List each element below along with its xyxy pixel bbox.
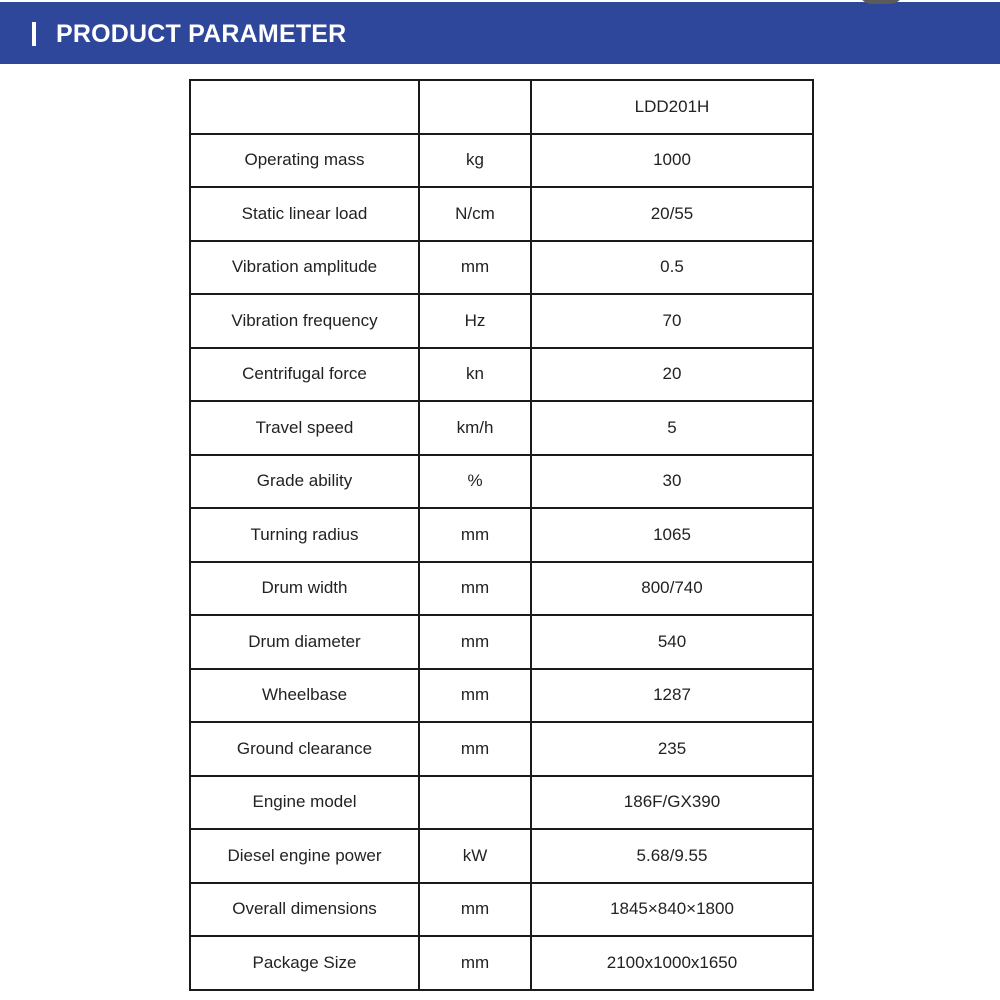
- page-title: PRODUCT PARAMETER: [56, 20, 347, 48]
- parameter-unit-cell: Hz: [419, 294, 531, 348]
- parameter-name-cell: Wheelbase: [190, 669, 419, 723]
- table-row: [190, 134, 813, 188]
- parameter-value-cell: 70: [531, 294, 813, 348]
- parameter-value-cell: 0.5: [531, 241, 813, 295]
- parameter-name-cell: Operating mass: [190, 134, 419, 188]
- parameter-unit-cell: %: [419, 455, 531, 509]
- parameter-value-cell: 540: [531, 615, 813, 669]
- parameter-name-cell: Travel speed: [190, 401, 419, 455]
- parameter-unit-cell: mm: [419, 883, 531, 937]
- parameter-table: [189, 79, 814, 991]
- parameter-value-cell: 800/740: [531, 562, 813, 616]
- parameter-name-cell: Engine model: [190, 776, 419, 830]
- table-row: [190, 241, 813, 295]
- table-row: [190, 348, 813, 402]
- parameter-name-cell: Grade ability: [190, 455, 419, 509]
- parameter-value-cell: 1845×840×1800: [531, 883, 813, 937]
- parameter-name-cell: Overall dimensions: [190, 883, 419, 937]
- parameter-unit-cell: mm: [419, 508, 531, 562]
- table-row: [190, 669, 813, 723]
- parameter-name-cell: Static linear load: [190, 187, 419, 241]
- table-row: [190, 508, 813, 562]
- parameter-unit-cell: mm: [419, 241, 531, 295]
- parameter-unit-cell: kW: [419, 829, 531, 883]
- table-row: [190, 401, 813, 455]
- parameter-name-cell: Ground clearance: [190, 722, 419, 776]
- parameter-unit-cell: mm: [419, 936, 531, 990]
- table-header-row: [190, 80, 813, 134]
- parameter-unit-cell: mm: [419, 562, 531, 616]
- parameter-value-cell: 186F/GX390: [531, 776, 813, 830]
- parameter-value-cell: 5.68/9.55: [531, 829, 813, 883]
- parameter-value-cell: 235: [531, 722, 813, 776]
- parameter-unit-cell: [419, 776, 531, 830]
- table-row: [190, 829, 813, 883]
- title-accent-bar: [32, 22, 36, 46]
- parameter-value-cell: 1065: [531, 508, 813, 562]
- parameter-unit-cell: mm: [419, 669, 531, 723]
- parameter-name-cell: Turning radius: [190, 508, 419, 562]
- parameter-value-cell: 20: [531, 348, 813, 402]
- parameter-name-cell: Drum width: [190, 562, 419, 616]
- parameter-value-cell: 1000: [531, 134, 813, 188]
- table-row: [190, 294, 813, 348]
- parameter-value-cell: 5: [531, 401, 813, 455]
- parameter-unit-cell: N/cm: [419, 187, 531, 241]
- parameter-value-cell: 20/55: [531, 187, 813, 241]
- parameter-unit-cell: mm: [419, 615, 531, 669]
- header-model-cell: LDD201H: [531, 80, 813, 134]
- parameter-value-cell: 30: [531, 455, 813, 509]
- parameter-name-cell: Diesel engine power: [190, 829, 419, 883]
- parameter-name-cell: Vibration frequency: [190, 294, 419, 348]
- table-row: [190, 776, 813, 830]
- parameter-name-cell: Centrifugal force: [190, 348, 419, 402]
- table-row: [190, 455, 813, 509]
- table-row: [190, 562, 813, 616]
- table-row: [190, 615, 813, 669]
- table-row: [190, 936, 813, 990]
- parameter-value-cell: 1287: [531, 669, 813, 723]
- parameter-unit-cell: km/h: [419, 401, 531, 455]
- table-row: [190, 883, 813, 937]
- table-row: [190, 722, 813, 776]
- parameter-name-cell: Drum diameter: [190, 615, 419, 669]
- parameter-name-cell: Package Size: [190, 936, 419, 990]
- parameter-unit-cell: kg: [419, 134, 531, 188]
- table-row: [190, 187, 813, 241]
- header-name-cell: [190, 80, 419, 134]
- parameter-unit-cell: kn: [419, 348, 531, 402]
- parameter-value-cell: 2100x1000x1650: [531, 936, 813, 990]
- parameter-unit-cell: mm: [419, 722, 531, 776]
- header-banner: [0, 2, 1000, 64]
- header-unit-cell: [419, 80, 531, 134]
- parameter-name-cell: Vibration amplitude: [190, 241, 419, 295]
